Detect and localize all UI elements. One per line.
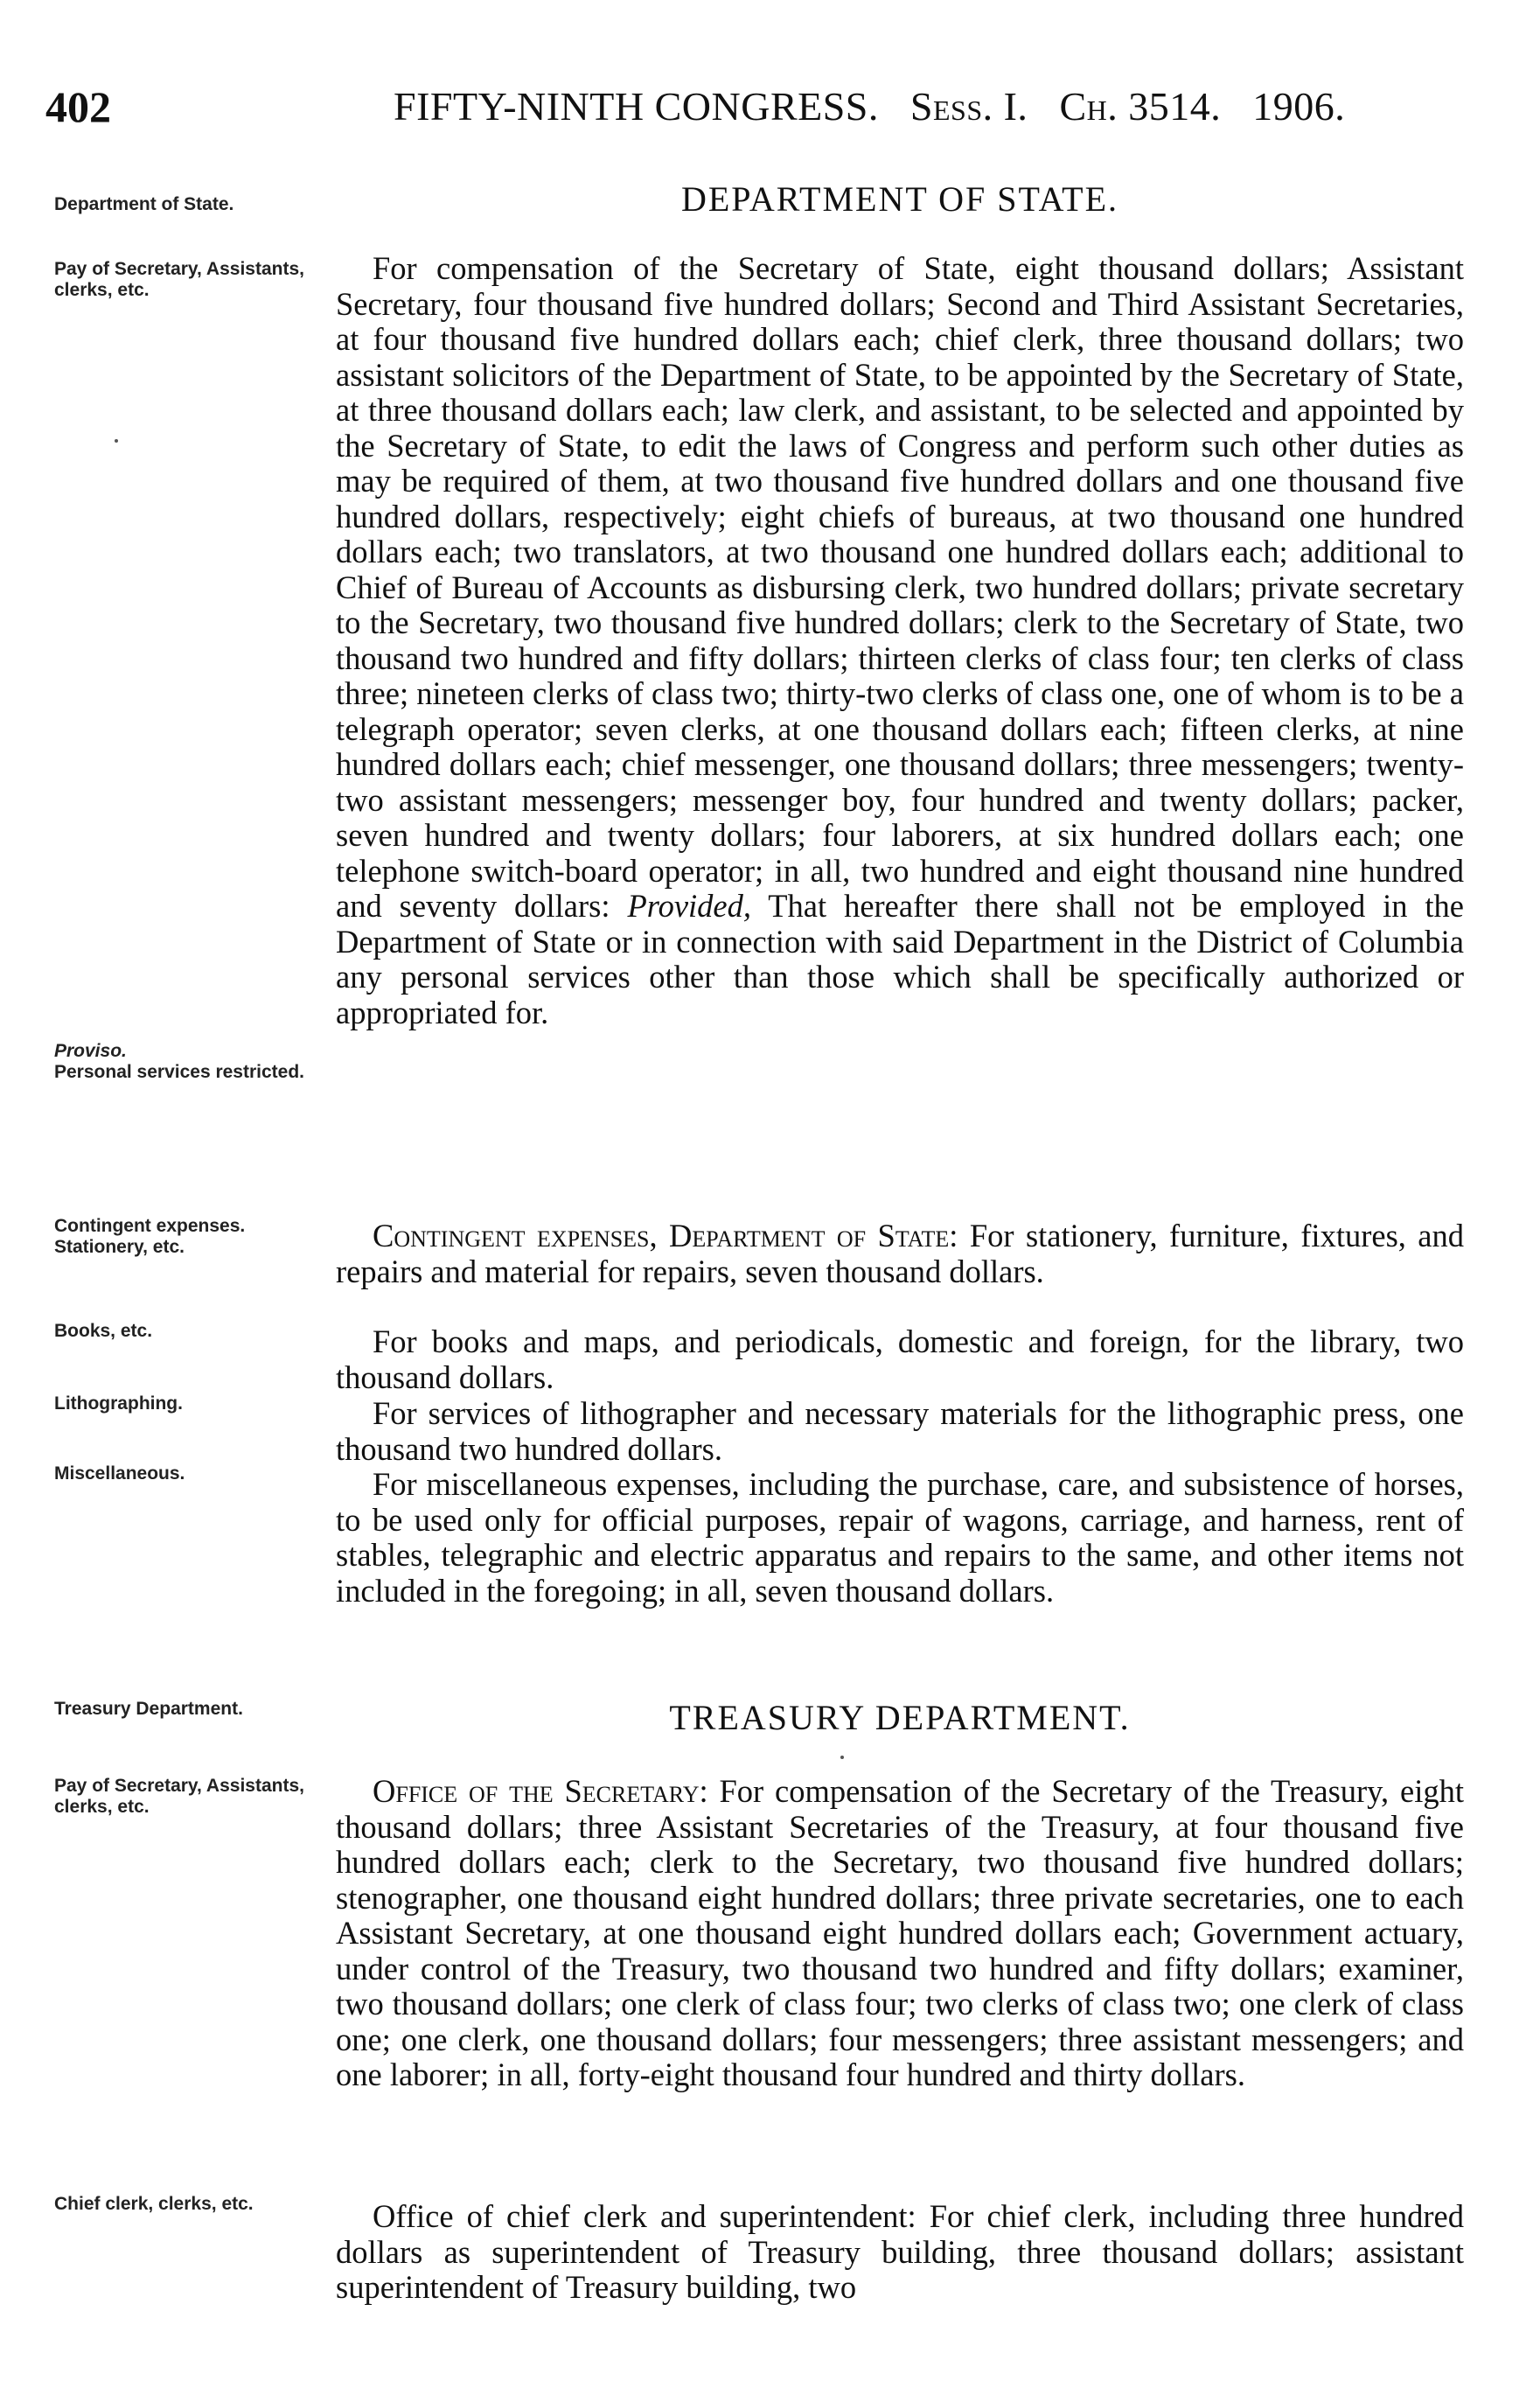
section-heading-treasury: TREASURY DEPARTMENT. [669, 1698, 1131, 1737]
running-head [45, 80, 1445, 133]
proviso-word: Provided, [627, 888, 751, 924]
print-speck [115, 439, 118, 443]
proviso-label: Proviso. [54, 1041, 127, 1061]
session-label: Sess. I. [909, 84, 1028, 129]
personal-services-label: Personal services restricted. [54, 1062, 305, 1082]
contingent-text: For stationery, furniture, fixtures, and repairs and material for repairs, seven thousand dollars. [336, 1218, 1465, 1289]
print-speck [840, 1756, 844, 1759]
congress-title: FIFTY-NINTH CONGRESS. [394, 84, 879, 129]
margin-note-chief-clerk: Chief clerk, clerks, etc. [54, 2194, 254, 2214]
contingent-heading: Contingent expenses, Department of State: [373, 1218, 958, 1253]
running-title [394, 80, 1345, 133]
office-heading: Office of the Secretary: [373, 1773, 708, 1809]
margin-note-pay-state: Pay of Secretary, Assistants, clerks, etc. [54, 259, 304, 300]
chapter-label: Ch. 3514. [1059, 84, 1222, 129]
section-heading-state: DEPARTMENT OF STATE. [680, 179, 1119, 219]
year-label: 1906. [1252, 84, 1346, 129]
paragraph-miscellaneous: For miscellaneous expenses, including the purchase, care, and subsistence of horses, to be used only for official purposes, repair of wagons, carriage, and harness, rent of stables, telegraphic and electric apparatus and repairs to the same, and other items not included in the foregoing; in all, seven thousand dollars. [336, 1466, 1464, 1609]
paragraph-state-compensation [336, 251, 1464, 1030]
contingent-label: Contingent expenses. [54, 1216, 246, 1236]
state-compensation-rest: That hereafter there shall not be employed in the Department of State or in connection with said Department in the District of Columbia any personal services other than those which shall be specifically authorized or appropriated for. [336, 888, 1465, 1030]
paragraph-chief-clerk: Office of chief clerk and superintendent: For chief clerk, including three hundred dollars as superintendent of Treasury building, three thousand dollars; assistant superintendent of Treasury building, two [336, 2198, 1464, 2305]
paragraph-lithographing: For services of lithographer and necessary materials for the lithographic press, one thousand two hundred dollars. [336, 1395, 1464, 1467]
state-compensation-text: For compensation of the Secretary of State, eight thousand dollars; Assistant Secretary, four thousand five hundred dollars; Second and Third Assistant Secretaries, at four thousand five hundred dollars each; chief clerk, three thousand dollars; two assistant solicitors of the Department of State, to be appointed by the Secretary of State, at three thousand dollars each; law clerk, and assistant, to be selected and appointed by the Secretary of State, to edit the laws of Congress and perform such other duties as may be required of them, at two thousand five hundred dollars and one thousand five hundred dollars, respectively; eight chiefs of bureaus, at two thousand one hundred dollars each; two translators, at two thousand one hundred dollars each; additional to Chief of Bureau of Accounts as disbursing clerk, two hundred dollars; private secretary to the Secretary, two thousand five hundred dollars; clerk to the Secretary of State, two thousand two hundred and fifty dollars; thirteen clerks of class four; ten clerks of class three; nineteen clerks of class two; thirty-two clerks of class one, one of whom is to be a telegraph operator; seven clerks, at one thousand dollars each; fifteen clerks, at nine hundred dollars each; chief messenger, one thousand dollars; three messengers; twenty-two assistant messengers; messenger boy, four hundred and twenty dollars; packer, seven hundred and twenty dollars; four laborers, at six hundred dollars each; one telephone switch-board operator; in all, two hundred and eight thousand nine hundred and seventy dollars: [336, 250, 1464, 924]
paragraph-contingent [336, 1218, 1464, 1289]
margin-note-lithographing: Lithographing. [54, 1393, 183, 1414]
margin-note-department-of-state: Department of State. [54, 194, 234, 214]
margin-note-pay-treasury: Pay of Secretary, Assistants, clerks, etc. [54, 1776, 304, 1817]
stationery-label: Stationery, etc. [54, 1237, 185, 1257]
margin-note-miscellaneous: Miscellaneous. [54, 1463, 185, 1484]
paragraph-books: For books and maps, and periodicals, domestic and foreign, for the library, two thousand dollars. [336, 1323, 1464, 1395]
margin-note-books: Books, etc. [54, 1321, 153, 1341]
office-text: For compensation of the Secretary of the Treasury, eight thousand dollars; three Assistant Secretaries of the Treasury, at four thousand five hundred dollars each; clerk to the Secretary, two thousand five hundred dollars; stenographer, one thousand eight hundred dollars; three private secretaries, one to each Assistant Secretary, at one thousand eight hundred dollars each; Government actuary, under control of the Treasury, two thousand two hundred and fifty dollars; examiner, two thousand dollars; one clerk of class four; two clerks of class two; one clerk of class one; one clerk, one thousand dollars; four messengers; three assistant messengers; and one laborer; in all, forty-eight thousand four hundred and thirty dollars. [336, 1773, 1465, 2092]
margin-note-treasury: Treasury Department. [54, 1699, 243, 1719]
paragraph-treasury-office [336, 1774, 1464, 2093]
margin-note-proviso [54, 1041, 334, 1083]
margin-note-contingent [54, 1216, 334, 1258]
page-number: 402 [45, 82, 111, 131]
